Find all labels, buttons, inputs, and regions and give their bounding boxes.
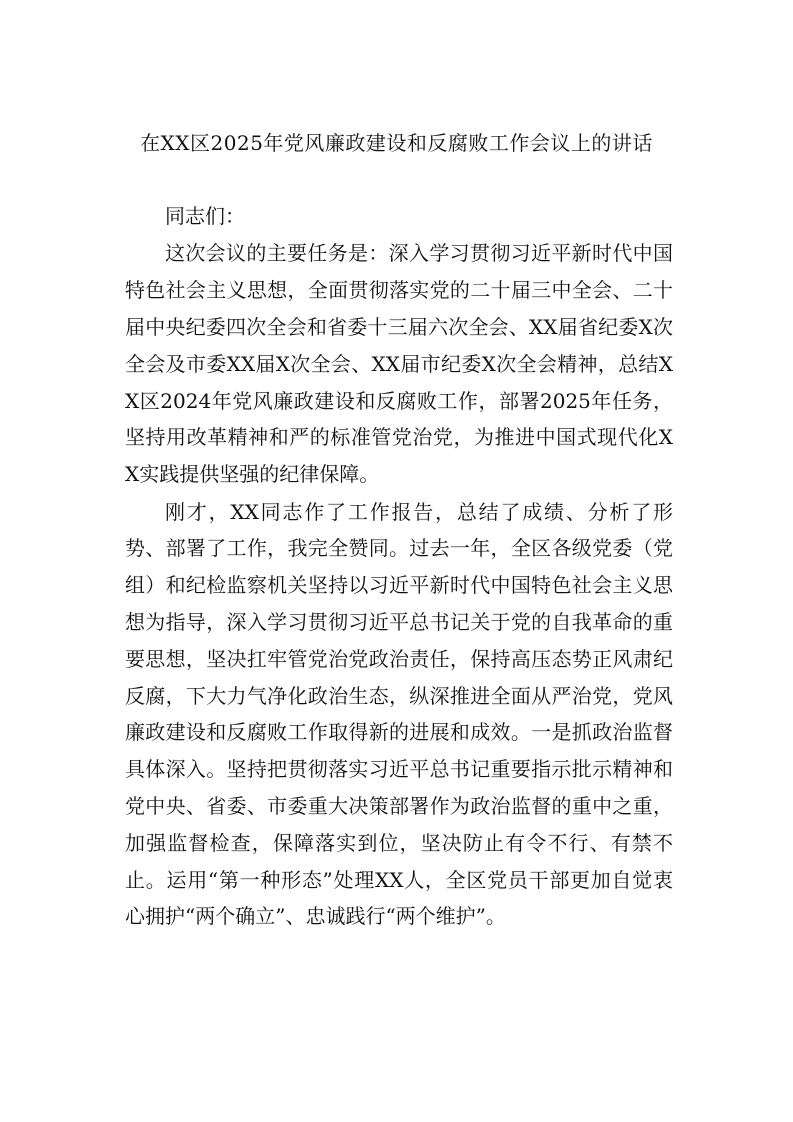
body-paragraph-1: 这次会议的主要任务是：深入学习贯彻习近平新时代中国特色社会主义思想，全面贯彻落实党的二十届三中全会、二十届中央纪委四次全会和省委十三届六次全会、XX届省纪委X次全会及市委XX届X次全会、XX届市纪委X次全会精神，总结XX区2024年党风廉政建设和反腐败工作，部署2025年任务，坚持用改革精神和严的标准管党治党，为推进中国式现代化XX实践提供坚强的纪律保障。	[125, 241, 673, 487]
greeting-paragraph: 同志们：	[165, 204, 245, 228]
body-paragraph-2: 刚才，XX同志作了工作报告，总结了成绩、分析了形势、部署了工作，我完全赞同。过去一年，全区各级党委（党组）和纪检监察机关坚持以习近平新时代中国特色社会主义思想为指导，深入学习贯彻习近平总书记关于党的自我革命的重要思想，坚决扛牢管党治党政治责任，保持高压态势正风肃纪反腐，下大力气净化政治生态，纵深推进全面从严治党，党风廉政建设和反腐败工作取得新的进展和成效。一是抓政治监督具体深入。坚持把贯彻落实习近平总书记重要指示批示精神和党中央、省委、市委重大决策部署作为政治监督的重中之重，加强监督检查，保障落实到位，坚决防止有令不行、有禁不止。运用“第一种形态”处理XX人，全区党员干部更加自觉衷心拥护“两个确立”、忠诚践行“两个维护”。	[125, 499, 673, 929]
document-body	[125, 198, 673, 935]
document-title: 在XX区2025年党风廉政建设和反腐败工作会议上的讲话	[140, 131, 653, 155]
